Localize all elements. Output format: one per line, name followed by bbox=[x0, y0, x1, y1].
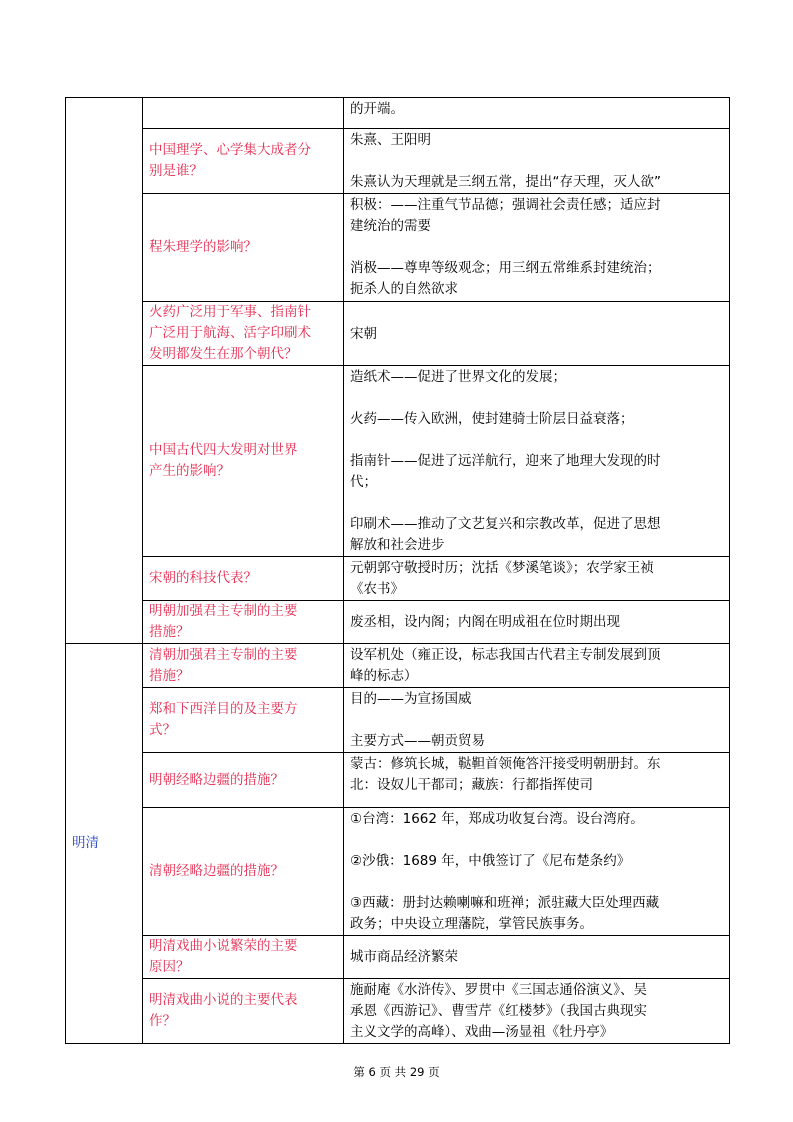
answer-cell bbox=[344, 98, 730, 129]
answer-line: 蒙古：修筑长城，鞑靼首领俺答汗接受明朝册封。东 bbox=[350, 756, 661, 772]
answer-line: 朱熹、王阳明 bbox=[350, 132, 431, 148]
question-line: 程朱理学的影响？ bbox=[149, 239, 257, 255]
table-row bbox=[66, 194, 730, 302]
answer-line: 目的——为宣扬国威 bbox=[350, 691, 472, 707]
answer-line: 施耐庵《水浒传》、罗贯中《三国志通俗演义》、吴 bbox=[350, 982, 647, 998]
answer-line: 积极：——注重气节品德；强调社会责任感；适应封 bbox=[350, 197, 661, 213]
answer-line: 指南针——促进了远洋航行，迎来了地理大发现的时 bbox=[350, 453, 661, 469]
table-row bbox=[66, 557, 730, 601]
answer-line: 峰的标志） bbox=[350, 668, 418, 684]
question-cell bbox=[143, 644, 344, 688]
table-row bbox=[66, 129, 730, 194]
answer-cell bbox=[344, 194, 730, 302]
knowledge-table bbox=[65, 97, 730, 1044]
answer-cell bbox=[344, 366, 730, 557]
answer-line bbox=[350, 830, 723, 851]
answer-cell bbox=[344, 644, 730, 688]
answer-line: 消极——尊卑等级观念；用三纲五常维系封建统治； bbox=[350, 260, 661, 276]
answer-line: 北：设奴儿干都司；藏族：行都指挥使司 bbox=[350, 777, 593, 793]
question-line: 作？ bbox=[149, 1013, 176, 1029]
answer-line: 元朝郭守敬授时历；沈括《梦溪笔谈》；农学家王祯 bbox=[350, 560, 654, 576]
table-row bbox=[66, 366, 730, 557]
answer-line: 印刷术——推动了文艺复兴和宗教改革，促进了思想 bbox=[350, 516, 661, 532]
answer-cell bbox=[344, 302, 730, 366]
question-line: 别是谁？ bbox=[149, 163, 203, 179]
table-row bbox=[66, 808, 730, 936]
answer-cell bbox=[344, 688, 730, 753]
answer-line: 扼杀人的自然欲求 bbox=[350, 281, 458, 297]
answer-line bbox=[350, 710, 723, 731]
answer-line: ③西藏：册封达赖喇嘛和班禅；派驻藏大臣处理西藏 bbox=[350, 895, 660, 911]
question-cell bbox=[143, 601, 344, 644]
table-row bbox=[66, 601, 730, 644]
question-line: 中国理学、心学集大成者分 bbox=[149, 142, 311, 158]
question-line: 原因？ bbox=[149, 959, 190, 975]
answer-line bbox=[350, 430, 723, 451]
page-footer: 第 6 页 共 29 页 bbox=[353, 1065, 440, 1079]
question-line: 广泛用于航海、活字印刷术 bbox=[149, 325, 311, 341]
question-line: 产生的影响？ bbox=[149, 463, 230, 479]
answer-line bbox=[350, 493, 723, 514]
question-cell bbox=[143, 194, 344, 302]
question-line: 明清戏曲小说繁荣的主要 bbox=[149, 938, 298, 954]
answer-cell bbox=[344, 808, 730, 936]
question-line: 明清戏曲小说的主要代表 bbox=[149, 992, 298, 1008]
question-cell bbox=[143, 936, 344, 979]
question-line: 发明都发生在那个朝代？ bbox=[149, 346, 298, 362]
answer-line bbox=[350, 872, 723, 893]
question-line: 清朝加强君主专制的主要 bbox=[149, 646, 298, 663]
answer-line: 的开端。 bbox=[350, 101, 404, 117]
question-line: 式？ bbox=[149, 722, 176, 738]
table-row bbox=[66, 644, 730, 688]
table-row bbox=[66, 302, 730, 366]
question-line: 措施？ bbox=[149, 624, 190, 640]
question-line: 火药广泛用于军事、指南针 bbox=[149, 304, 311, 320]
table-row bbox=[66, 98, 730, 129]
answer-cell bbox=[344, 753, 730, 808]
question-line: 宋朝的科技代表？ bbox=[149, 570, 257, 586]
answer-line: 政务；中央设立理藩院，掌管民族事务。 bbox=[350, 916, 593, 932]
question-line: 清朝经略边疆的措施？ bbox=[149, 863, 284, 879]
answer-line: 承恩《西游记》、曹雪芹《红楼梦》（我国古典现实 bbox=[350, 1003, 647, 1019]
answer-line: ②沙俄：1689 年，中俄签订了《尼布楚条约》 bbox=[350, 853, 631, 869]
answer-cell bbox=[344, 601, 730, 644]
era-cell bbox=[66, 98, 143, 644]
answer-line: 《农书》 bbox=[350, 581, 404, 597]
table-row bbox=[66, 979, 730, 1044]
answer-line: 建统治的需要 bbox=[350, 218, 431, 234]
table-row bbox=[66, 936, 730, 979]
answer-line: 代； bbox=[350, 474, 377, 490]
answer-line: 主要方式——朝贡贸易 bbox=[350, 733, 485, 749]
answer-line bbox=[350, 237, 723, 258]
answer-line bbox=[350, 151, 723, 172]
answer-line: 火药——传入欧洲，使封建骑士阶层日益衰落； bbox=[350, 411, 634, 427]
answer-line: 解放和社会进步 bbox=[350, 537, 445, 553]
question-cell bbox=[143, 979, 344, 1044]
question-cell bbox=[143, 302, 344, 366]
question-cell bbox=[143, 688, 344, 753]
question-cell bbox=[143, 808, 344, 936]
question-cell bbox=[143, 129, 344, 194]
answer-line: 宋朝 bbox=[350, 325, 377, 342]
era-cell: 明清 bbox=[66, 644, 143, 1044]
question-cell bbox=[143, 557, 344, 601]
answer-line: 设军机处（雍正设，标志我国古代君主专制发展到顶 bbox=[350, 647, 661, 663]
answer-line: ①台湾：1662 年，郑成功收复台湾。设台湾府。 bbox=[350, 811, 644, 827]
answer-line: 废丞相，设内阁；内阁在明成祖在位时期出现 bbox=[350, 614, 620, 630]
table-row bbox=[66, 688, 730, 753]
answer-cell bbox=[344, 936, 730, 979]
answer-line: 主义文学的高峰）、戏曲—汤显祖《牡丹亭》 bbox=[350, 1024, 614, 1040]
answer-line: 造纸术——促进了世界文化的发展； bbox=[350, 369, 566, 385]
page-content bbox=[65, 97, 730, 1080]
question-line: 中国古代四大发明对世界 bbox=[149, 442, 298, 458]
answer-cell bbox=[344, 129, 730, 194]
answer-cell bbox=[344, 979, 730, 1044]
answer-line: 朱熹认为天理就是三纲五常，提出“存天理，灭人欲” bbox=[350, 174, 661, 190]
question-line: 郑和下西洋目的及主要方 bbox=[149, 701, 298, 717]
question-cell bbox=[143, 98, 344, 129]
table-row bbox=[66, 753, 730, 808]
answer-cell bbox=[344, 557, 730, 601]
question-line: 措施？ bbox=[149, 667, 190, 684]
answer-line: 城市商品经济繁荣 bbox=[350, 949, 458, 965]
question-cell bbox=[143, 753, 344, 808]
question-line: 明朝经略边疆的措施？ bbox=[149, 771, 284, 788]
question-cell bbox=[143, 366, 344, 557]
question-line: 明朝加强君主专制的主要 bbox=[149, 603, 298, 619]
answer-line bbox=[350, 388, 723, 409]
